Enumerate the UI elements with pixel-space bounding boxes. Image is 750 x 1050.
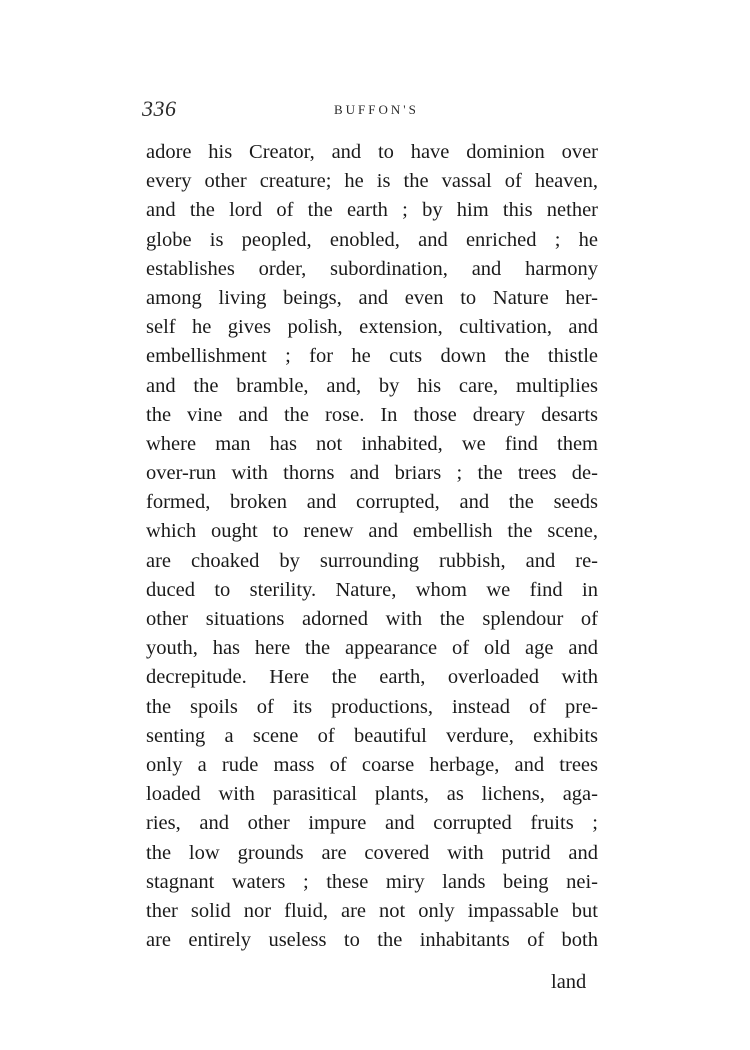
text-line: senting a scene of beautiful verdure, exhibits: [146, 724, 598, 747]
text-line: are choaked by surrounding rubbish, and re-: [146, 549, 598, 572]
text-line: every other creature; he is the vassal of heaven,: [146, 170, 598, 193]
catchword: land: [551, 971, 587, 993]
text-line: and the lord of the earth ; by him this nether: [146, 199, 598, 222]
text-line: the low grounds are covered with putrid and: [146, 841, 598, 864]
text-line: ries, and other impure and corrupted fruits ;: [146, 812, 598, 835]
text-line: self he gives polish, extension, cultivation, and: [146, 316, 598, 339]
text-line: ther solid nor fluid, are not only impassable but: [146, 899, 598, 922]
text-line: adore his Creator, and to have dominion over: [146, 141, 598, 163]
text-line: and the bramble, and, by his care, multiplies: [146, 374, 598, 397]
text-line: over-run with thorns and briars ; the trees de-: [146, 462, 598, 485]
text-line: the spoils of its productions, instead of pre-: [146, 695, 598, 718]
text-line: which ought to renew and embellish the scene,: [146, 520, 598, 543]
text-line: globe is peopled, enobled, and enriched ; he: [146, 228, 598, 251]
text-line: formed, broken and corrupted, and the seeds: [146, 491, 598, 514]
text-line: loaded with parasitical plants, as lichens, aga-: [146, 783, 598, 806]
text-line: duced to sterility. Nature, whom we find in: [146, 578, 598, 601]
text-line: establishes order, subordination, and harmony: [146, 257, 598, 280]
text-line: the vine and the rose. In those dreary desarts: [146, 403, 598, 426]
text-line: embellishment ; for he cuts down the thistle: [146, 345, 598, 368]
text-line: where man has not inhabited, we find them: [146, 432, 598, 455]
body-text: [146, 138, 598, 955]
running-title: BUFFON'S: [334, 102, 419, 117]
text-line: among living beings, and even to Nature her-: [146, 286, 598, 309]
page-number: 336: [142, 96, 177, 121]
running-head: [142, 96, 604, 126]
text-line: only a rude mass of coarse herbage, and trees: [146, 753, 598, 776]
text-line: youth, has here the appearance of old age and: [146, 637, 598, 660]
text-line: are entirely useless to the inhabitants of both: [146, 929, 598, 952]
text-line: decrepitude. Here the earth, overloaded with: [146, 666, 598, 689]
text-line: stagnant waters ; these miry lands being nei-: [146, 870, 598, 893]
text-line: other situations adorned with the splendour of: [146, 608, 598, 630]
